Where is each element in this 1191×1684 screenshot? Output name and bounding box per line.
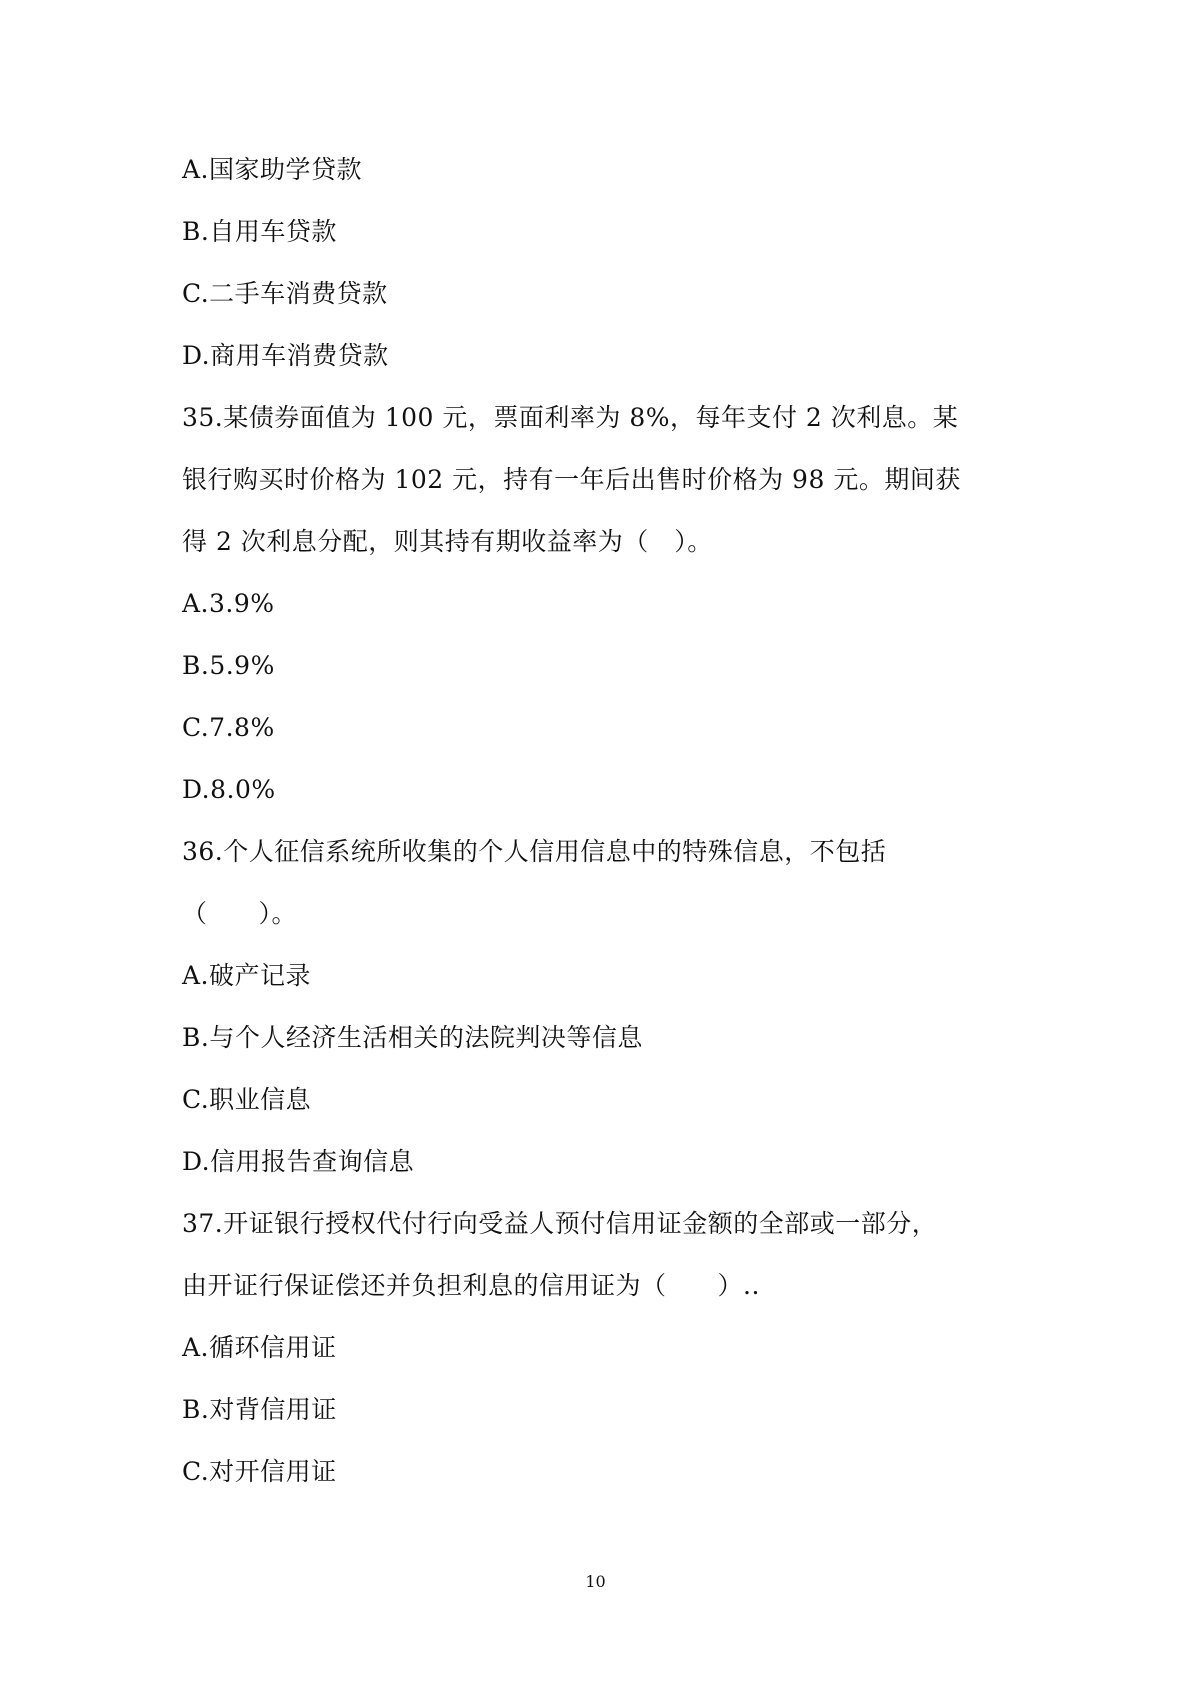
q36-option-d: D.信用报告查询信息 [182, 1147, 415, 1176]
q34-option-b: B.自用车贷款 [182, 217, 337, 246]
page-number: 10 [585, 1572, 606, 1591]
q36-option-c: C.职业信息 [182, 1085, 312, 1114]
q34-option-a: A.国家助学贷款 [182, 155, 363, 184]
q36-option-a: A.破产记录 [182, 961, 312, 990]
q34-option-c: C.二手车消费贷款 [182, 279, 388, 308]
q37-option-c: C.对开信用证 [182, 1457, 337, 1486]
q36-stem-line-2: （ ）。 [182, 899, 298, 928]
q34-option-d: D.商用车消费贷款 [182, 341, 389, 370]
q37-stem-line-1: 37.开证银行授权代付行向受益人预付信用证金额的全部或一部分， [182, 1209, 938, 1238]
q35-stem-line-1: 35.某债券面值为 100 元，票面利率为 8%，每年支付 2 次利息。某 [182, 403, 959, 432]
q37-option-b: B.对背信用证 [182, 1395, 337, 1424]
q35-option-c: C.7.8% [182, 713, 275, 742]
q35-option-b: B.5.9% [182, 651, 275, 680]
q35-stem-line-3: 得 2 次利息分配，则其持有期收益率为（ ）。 [182, 527, 713, 556]
q35-option-a: A.3.9% [182, 589, 275, 618]
q36-stem-line-1: 36.个人征信系统所收集的个人信用信息中的特殊信息，不包括 [182, 837, 887, 866]
q36-option-b: B.与个人经济生活相关的法院判决等信息 [182, 1023, 643, 1052]
q37-stem-line-2: 由开证行保证偿还并负担利息的信用证为（ ）.. [182, 1271, 760, 1300]
q37-option-a: A.循环信用证 [182, 1333, 337, 1362]
q35-stem-line-2: 银行购买时价格为 102 元，持有一年后出售时价格为 98 元。期间获 [182, 465, 961, 494]
q35-option-d: D.8.0% [182, 775, 276, 804]
